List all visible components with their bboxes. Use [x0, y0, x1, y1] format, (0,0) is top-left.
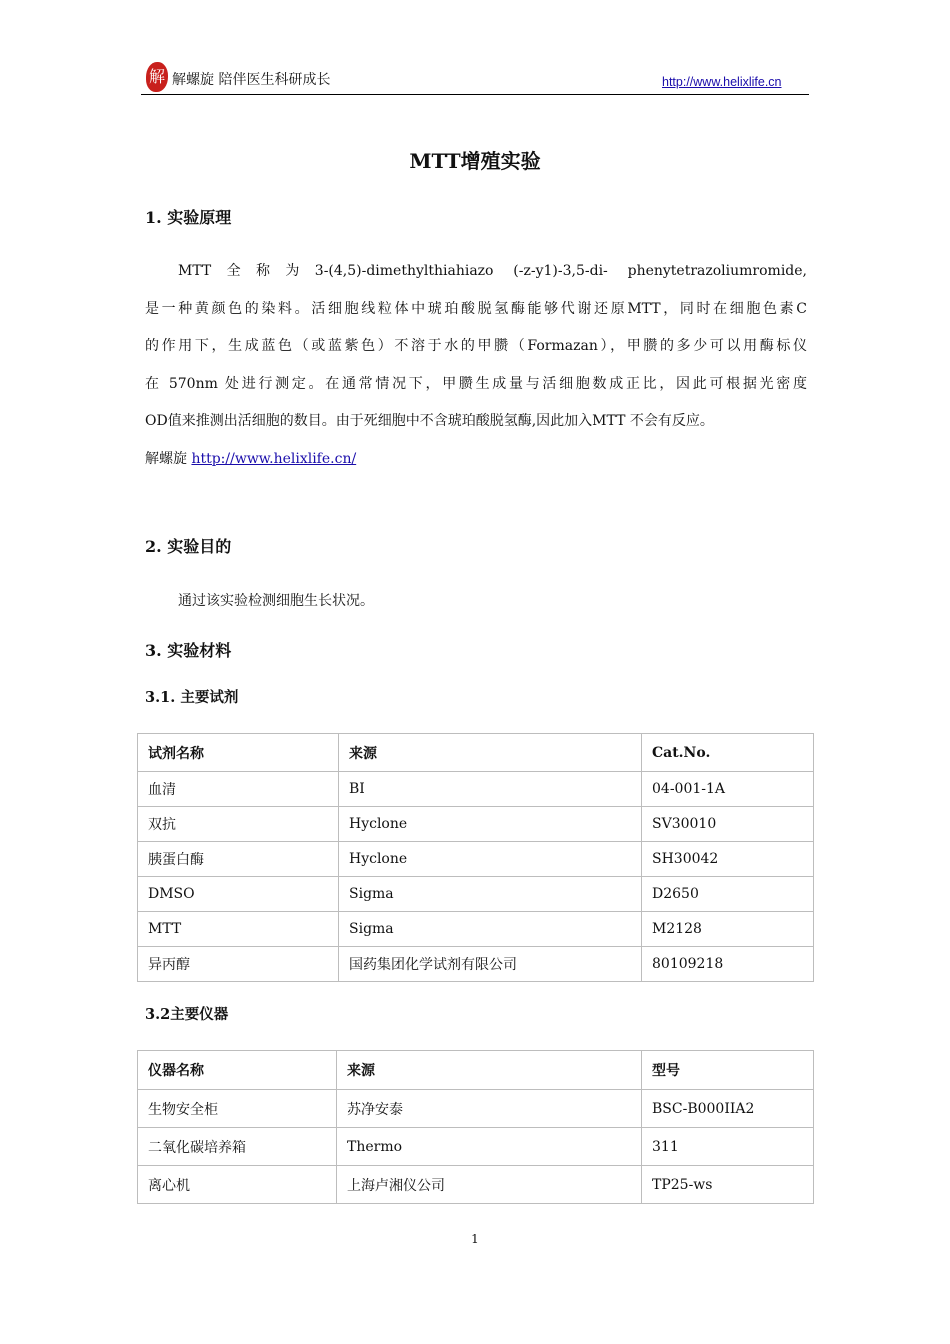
table-cell: 二氧化碳培养箱 [138, 1128, 337, 1166]
logo-seal-icon: 解 [146, 62, 168, 92]
column-header: 仪器名称 [138, 1051, 337, 1090]
text-line: OD值来推测出活细胞的数目。由于死细胞中不含琥珀酸脱氢酶,因此加入MTT 不会有反应。 [145, 413, 714, 429]
table-row [138, 1166, 814, 1204]
table-header-row [138, 734, 814, 772]
text-line: 的作用下，生成蓝色（或蓝紫色）不溶于水的甲臜（Formazan），甲臜的多少可以用酶标仪 [145, 338, 807, 354]
principle-paragraph [145, 260, 807, 485]
table-cell: Sigma [339, 912, 642, 947]
table-cell: 上海卢湘仪公司 [337, 1166, 642, 1204]
table-cell: Thermo [337, 1128, 642, 1166]
table-cell: 生物安全柜 [138, 1090, 337, 1128]
section-heading-purpose: 2. 实验目的 [145, 537, 232, 556]
text-line: MTT全称为3-(4,5)-dimethylthiahiazo (-z-y1)-3,5-di- phenytetrazoliumromide, [178, 263, 807, 279]
table-cell: Hyclone [339, 807, 642, 842]
table-cell: 异丙醇 [138, 947, 339, 982]
table-row [138, 807, 814, 842]
source-label: 解螺旋 [145, 450, 187, 467]
reagents-table [137, 733, 814, 982]
table-row [138, 947, 814, 982]
text-line: 是一种黄颜色的染料。活细胞线粒体中琥珀酸脱氢酶能够代谢还原MTT，同时在细胞色素C [145, 300, 807, 317]
brand-name: 解螺旋 [172, 72, 214, 88]
table-cell: 胰蛋白酶 [138, 842, 339, 877]
table-cell: M2128 [642, 912, 814, 947]
table-cell: 04-001-1A [642, 772, 814, 807]
header-url-link[interactable]: http://www.helixlife.cn [662, 75, 782, 89]
table-cell: SH30042 [642, 842, 814, 877]
brand-slogan: 陪伴医生科研成长 [218, 72, 331, 88]
source-link[interactable]: http://www.helixlife.cn/ [191, 450, 357, 467]
table-cell: Hyclone [339, 842, 642, 877]
table-cell: SV30010 [642, 807, 814, 842]
table-cell: TP25-ws [642, 1166, 814, 1204]
subheading-reagents: 3.1. 主要试剂 [145, 689, 239, 706]
table-cell: BSC-B000IIA2 [642, 1090, 814, 1128]
column-header: 试剂名称 [138, 734, 339, 772]
column-header: 来源 [337, 1051, 642, 1090]
instruments-table [137, 1050, 814, 1204]
table-row [138, 1090, 814, 1128]
header-brand [172, 71, 330, 89]
table-row [138, 842, 814, 877]
table-cell: MTT [138, 912, 339, 947]
source-line [145, 448, 807, 486]
table-cell: 311 [642, 1128, 814, 1166]
table-cell: 国药集团化学试剂有限公司 [339, 947, 642, 982]
table-row [138, 877, 814, 912]
table-cell: DMSO [138, 877, 339, 912]
column-header: Cat.No. [642, 734, 814, 772]
section-heading-principle: 1. 实验原理 [145, 208, 232, 227]
table-header-row [138, 1051, 814, 1090]
table-cell: BI [339, 772, 642, 807]
table-cell: D2650 [642, 877, 814, 912]
table-row [138, 772, 814, 807]
table-row [138, 1128, 814, 1166]
subheading-instruments: 3.2主要仪器 [145, 1006, 229, 1023]
page-number: 1 [471, 1232, 479, 1246]
page-title: MTT增殖实验 [409, 149, 541, 173]
column-header: 型号 [642, 1051, 814, 1090]
table-cell: 离心机 [138, 1166, 337, 1204]
purpose-text: 通过该实验检测细胞生长状况。 [178, 593, 374, 609]
column-header: 来源 [339, 734, 642, 772]
table-cell: 苏净安泰 [337, 1090, 642, 1128]
table-cell: 血清 [138, 772, 339, 807]
table-cell: Sigma [339, 877, 642, 912]
header-divider [141, 94, 809, 95]
table-row [138, 912, 814, 947]
table-cell: 双抗 [138, 807, 339, 842]
text-line: 在 570nm 处进行测定。在通常情况下，甲臜生成量与活细胞数成正比，因此可根据光密度 [145, 375, 807, 392]
section-heading-materials: 3. 实验材料 [145, 641, 232, 660]
table-cell: 80109218 [642, 947, 814, 982]
